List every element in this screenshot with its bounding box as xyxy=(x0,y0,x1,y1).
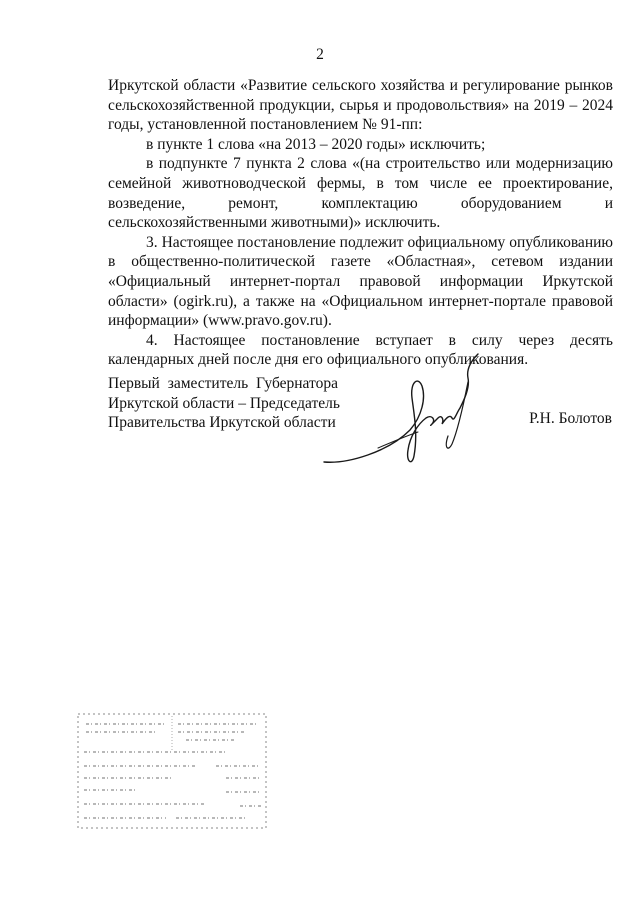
page-number: 2 xyxy=(316,46,324,63)
faded-stamp xyxy=(76,712,268,830)
paragraph-publication: 3. Настоящее постановление подлежит официальному опубликованию в общественно-политической газете «Областная», сетевом издании «Официальный интернет-портал правовой информации Иркутской области» (ogirk.ru), а также на «Официальном интернет-портале правовой информации» (www.pravo.gov.ru). xyxy=(108,233,613,330)
signatory-position-line-2: Иркутской области – Председатель xyxy=(108,394,340,412)
signatory-position-line-1: Первый заместитель Губернатора xyxy=(108,375,338,392)
signatory-position-line-3: Правительства Иркутской области xyxy=(108,414,336,432)
signatory-name: Р.Н. Болотов xyxy=(529,410,612,427)
paragraph-entry-into-force: 4. Настоящее постановление вступает в силу через десять календарных дней после дня его официального опубликования. xyxy=(108,331,613,369)
paragraph-item-1: в пункте 1 слова «на 2013 – 2020 годы» исключить; xyxy=(146,135,486,153)
signatory-position xyxy=(108,374,338,433)
document-body xyxy=(108,76,613,370)
handwritten-signature xyxy=(318,352,498,472)
paragraph-item-7: в подпункте 7 пункта 2 слова «(на строительство или модернизацию семейной животноводческой фермы, в том числе ее проектирование, возведение, ремонт, комплектацию оборудованием и сельскохозяйственными животными)» исключить. xyxy=(108,155,613,232)
paragraph-program-reference: Иркутской области «Развитие сельского хозяйства и регулирование рынков сельскохозяйственной продукции, сырья и продовольствия» на 2019 – 2024 годы, установленной постановлением № 91-пп: xyxy=(108,77,613,134)
